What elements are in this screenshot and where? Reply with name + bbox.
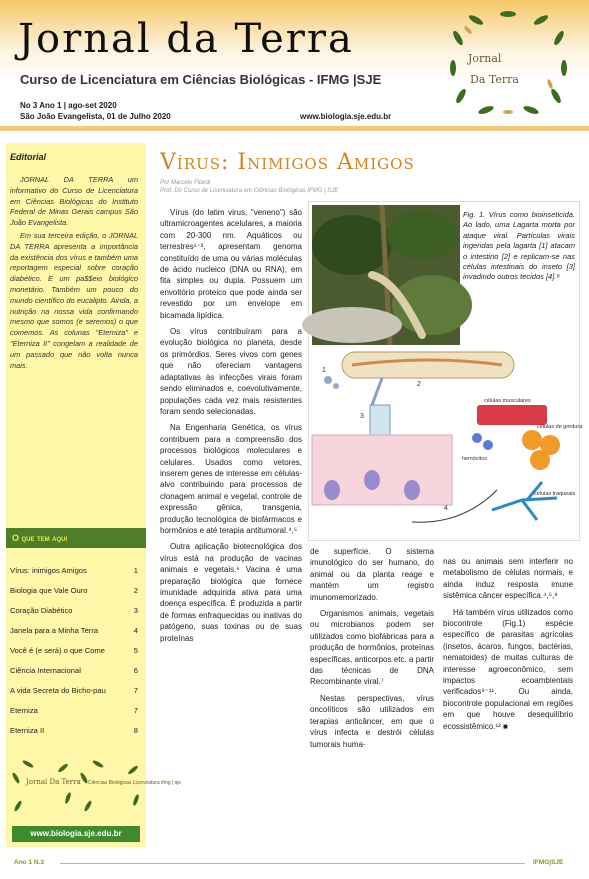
badge-jornal-text: Jornal Da Terra bbox=[26, 778, 81, 786]
article-author: Por Marcelo Filardi bbox=[160, 180, 211, 186]
label-hemocytes: hemócitos bbox=[462, 456, 488, 462]
virus-infection-diagram bbox=[312, 350, 583, 535]
toc-item-page: 7 bbox=[133, 686, 138, 695]
toc-item[interactable] bbox=[10, 626, 138, 635]
label-fat-cells: células de gordura bbox=[537, 424, 583, 430]
toc-item-label: A vida Secreta do Bicho-pau bbox=[10, 686, 106, 695]
editorial-title: Editorial bbox=[10, 152, 47, 162]
article-paragraph: Os vírus contribuíram para a evolução biológica no planeta, desde os primórdios. Seres vivos com genes que não ofereciam vantagens adaptativas às infecções virais foram sendo eliminados e, coevolutivamente, populações cada vez mais resistentes foram sendo selecionadas. bbox=[160, 327, 302, 416]
toc-item[interactable] bbox=[10, 566, 138, 575]
toc-item[interactable] bbox=[10, 646, 138, 655]
label-muscle-cells: células musculares bbox=[484, 398, 531, 404]
badge-biologia-text: Ciências Biológicas Licenciatura ifmg | sje bbox=[88, 780, 182, 786]
diagram-label-4: 4 bbox=[444, 505, 448, 512]
toc-item-label: Eterniza bbox=[10, 706, 38, 715]
article-paragraph: Outra aplicação biotecnológica dos vírus está na produção de vacinas animais e vegetais.⁶ Vacina é uma preparação biológica que fornece imunidade adquirida ativa para uma doença específica. É produzida a partir de formas enfraquecidas ou inativas do patógeno, suas toxinas ou de suas proteínas bbox=[160, 542, 302, 643]
toc-item-page: 1 bbox=[133, 566, 138, 575]
article-paragraph: de superfície. O sistema imunológico do ser humano, do animal ou da planta reage e mantém um registro imunomemorizado. bbox=[310, 547, 434, 602]
toc-item-label: Coração Diabético bbox=[10, 606, 73, 615]
toc-item-page: 7 bbox=[133, 706, 138, 715]
toc-item-page: 3 bbox=[133, 606, 138, 615]
article-paragraph: Vírus (do latim virus, "veneno") são ultramicroagentes acelulares, a maioria com 20-300 nm. Aquáticos ou terrestres¹⁻³, apresentam genoma constituído de uma ou várias moléculas de ácido nucleico (DNA ou RNA), em fita simples ou dupla. Possuem um envoltório proteico que pode ainda ser revestido por um envelope em bicamada lipídica. bbox=[160, 208, 302, 320]
diagram-label-1: 1 bbox=[322, 367, 326, 374]
article-column-3 bbox=[443, 556, 573, 737]
place-date: São João Evangelista, 01 de Julho 2020 bbox=[20, 112, 171, 121]
label-tracheal-cells: células traqueais bbox=[534, 491, 576, 497]
footer-issue: Ano 1 N.3 bbox=[14, 859, 44, 866]
toc-item-page: 4 bbox=[133, 626, 138, 635]
toc-item-label: Janela para a Minha Terra bbox=[10, 626, 99, 635]
logo-text-da-terra: Da Terra bbox=[470, 73, 519, 86]
article-column-2 bbox=[310, 546, 434, 755]
toc-title: O que tem aqui bbox=[12, 533, 68, 543]
toc-item[interactable] bbox=[10, 686, 138, 695]
sidebar-website-link[interactable]: www.biologia.sje.edu.br bbox=[30, 829, 122, 838]
editorial-paragraph: Em sua terceira edição, o JORNAL DA TERRA apresenta a importância da existência dos vírus e também uma reportagem especial sobre coração diabético. E um pa$$eio biológico monetário. Também um pouco do mundo científico do eucalipto. Ainda, a nutrição na nossa vida confirmando mesmo que somos (e seremos) o que comemos. As colunas "Eterniza" e "Eterniza II" congelam a realidade de um passado que não volta nunca mais. bbox=[10, 230, 138, 370]
footer-divider bbox=[60, 863, 525, 864]
article-paragraph: Na Engenharia Genética, os vírus contribuem para a compreensão dos processos biológicos moleculares e celulares. Usados como vetores, inserem genes de interesse em células-alvo contribuindo para processos de clonagem animal e vegetal, controle de expressão gênica, transgenia, produção tecnológica de biofármacos e hormônios e até terapia antitumoral.⁴,⁵ bbox=[160, 423, 302, 535]
article-paragraph: Organismos animais, vegetais ou microbianos podem ser utilizados como biofábricas para a produção de hormônios, proteínas específicas, anticorpos etc. a partir das técnicas de DNA Recombinante viral.⁷ bbox=[310, 609, 434, 687]
caterpillar-photo bbox=[312, 205, 460, 345]
toc-item-label: Você é (e será) o que Come bbox=[10, 646, 105, 655]
diagram-label-2: 2 bbox=[417, 381, 421, 388]
footer-institution: IFMG|SJE bbox=[533, 859, 564, 866]
header-divider bbox=[0, 126, 589, 131]
sidebar-logos bbox=[8, 758, 182, 818]
editorial-body bbox=[10, 175, 138, 373]
toc-item-label: Biologia que Vale Ouro bbox=[10, 586, 88, 595]
toc-item-label: Eterniza II bbox=[10, 726, 45, 735]
toc-item-label: Vírus: inimigos Amigos bbox=[10, 566, 87, 575]
toc-item[interactable] bbox=[10, 666, 138, 675]
toc-item[interactable] bbox=[10, 606, 138, 615]
website-link[interactable]: www.biologia.sje.edu.br bbox=[300, 112, 392, 121]
newspaper-title: Jornal da Terra bbox=[18, 16, 354, 62]
article-column-1 bbox=[160, 207, 302, 649]
leaf-wreath-logo bbox=[446, 8, 571, 118]
toc-item-page: 2 bbox=[133, 586, 138, 595]
toc-item-label: Ciência Internacional bbox=[10, 666, 81, 675]
toc-item-page: 8 bbox=[133, 726, 138, 735]
article-paragraph: Há também vírus utilizados como biocontrole (Fig.1) espécie específico de parasitas agrícolas (insetos, ácaros, fungos, bactérias, nematoides) de muitas culturas de interesse agroeconômico, sem impactos ecoambientais verificados⁹⁻¹¹. Ou ainda, biocontrole populacional em regiões em que houve desequilíbrio ecossistêmico.¹² ■ bbox=[443, 607, 573, 731]
article-author-role: Prof. Do Curso de Licenciatura em Ciências Biológicas IFMG | SJE bbox=[160, 188, 339, 194]
figure-caption: Fig. 1. Vírus como bioinseticida. Ao lado, uma Lagarta morta por ataque viral. Partículas virais ingeridas pela lagarta [1] atacam o intestino [2] e replicam-se nas células intestinais do inseto [3] invadindo outros tecidos [4].⁹ bbox=[463, 210, 575, 282]
toc-item-page: 6 bbox=[133, 666, 138, 675]
toc-item[interactable] bbox=[10, 586, 138, 595]
toc-item[interactable] bbox=[10, 726, 138, 735]
article-paragraph: nas ou animais sem interferir no metabolismo de células normais, e ainda induz resposta imune sistêmica câncer específica.⁴,⁵,⁸ bbox=[443, 557, 573, 601]
article-title: Vírus: Inimigos Amigos bbox=[160, 150, 415, 175]
newspaper-subtitle: Curso de Licenciatura em Ciências Biológicas - IFMG |SJE bbox=[20, 72, 382, 87]
toc-item[interactable] bbox=[10, 706, 138, 715]
editorial-paragraph: JORNAL DA TERRA um informativo do Curso de Licenciatura em Ciências Biológicas do Instituto Federal de Minas Gerais campus São João Evangelista. bbox=[10, 175, 138, 228]
diagram-label-3: 3 bbox=[360, 413, 364, 420]
article-paragraph: Nestas perspectivas, vírus oncolíticos são utilizados em terapias anticâncer, em que o vírus infecta e destrói células tumorais huma- bbox=[310, 693, 434, 749]
logo-text-jornal: Jornal bbox=[468, 52, 502, 65]
toc-item-page: 5 bbox=[133, 646, 138, 655]
issue-info: No 3 Ano 1 | ago-set 2020 bbox=[20, 101, 117, 110]
